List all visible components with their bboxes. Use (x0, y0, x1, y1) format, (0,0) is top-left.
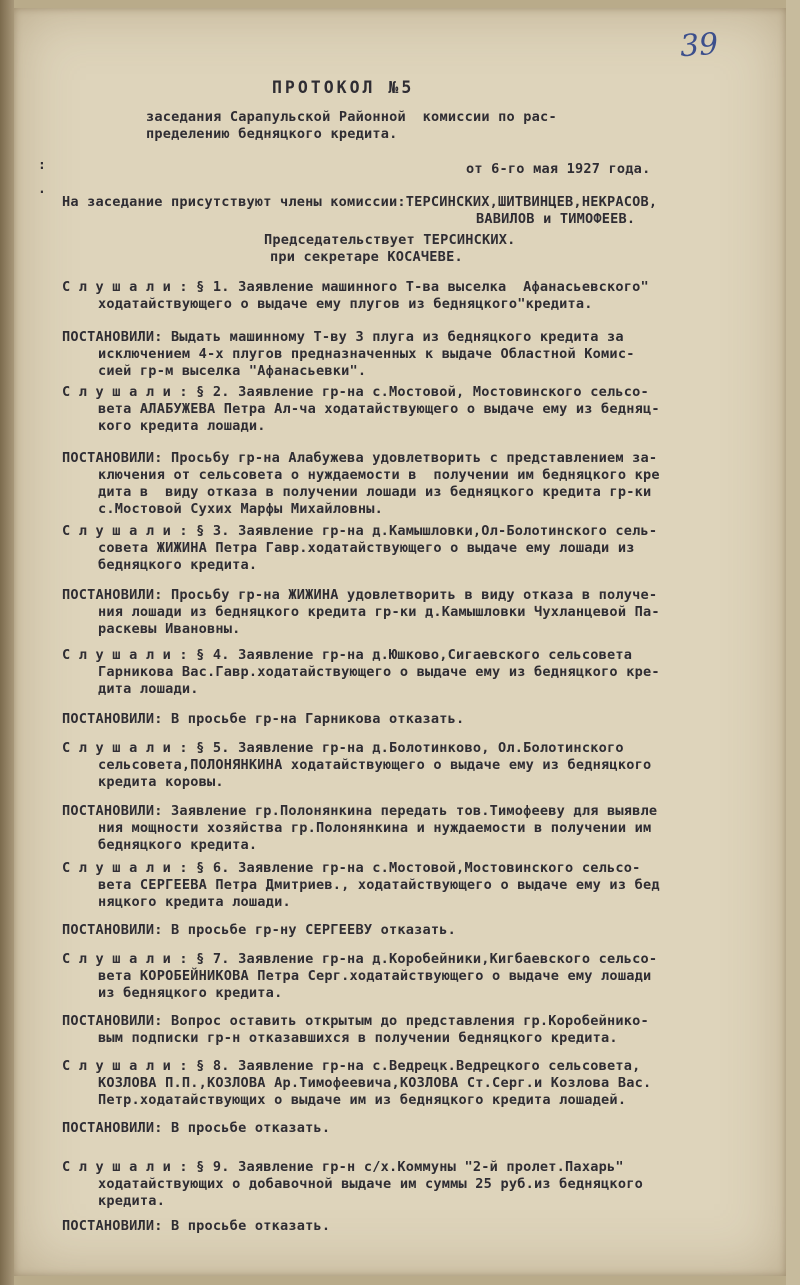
protocol-line: исключением 4-х плугов предназначенных к выдаче Областной Комис- (98, 346, 635, 362)
protocol-line: ния мощности хозяйства гр.Полонянкина и нуждаемости в получении им (98, 820, 652, 836)
secretary-line: при секретаре КОСАЧЕВЕ. (270, 249, 463, 265)
chairman-line: Председательствует ТЕРСИНСКИХ. (264, 232, 516, 248)
protocol-line: кого кредита лошади. (98, 418, 266, 434)
protocol-line: С л у ш а л и : § 5. Заявление гр-на д.Болотинково, Ол.Болотинского (62, 740, 624, 756)
protocol-line: вета АЛАБУЖЕВА Петра Ал-ча ходатайствующего о выдаче ему из бедняц- (98, 401, 660, 417)
protocol-line: дита в виду отказа в получении лошади из бедняцкого кредита гр-ки (98, 484, 652, 500)
protocol-line: ПОСТАНОВИЛИ: Вопрос оставить открытым до представления гр.Коробейнико- (62, 1013, 649, 1029)
protocol-line: ПОСТАНОВИЛИ: В просьбе отказать. (62, 1218, 331, 1234)
protocol-line: ПОСТАНОВИЛИ: Выдать машинному Т-ву 3 плуга из бедняцкого кредита за (62, 329, 624, 345)
protocol-line: Петр.ходатайствующих о выдаче им из бедняцкого кредита лошадей. (98, 1092, 627, 1108)
protocol-line: ния лошади из бедняцкого кредита гр-ки д.Камышловки Чухланцевой Па- (98, 604, 660, 620)
protocol-line: ПОСТАНОВИЛИ: В просьбе гр-ну СЕРГЕЕВУ отказать. (62, 922, 457, 938)
protocol-line: ПОСТАНОВИЛИ: В просьбе гр-на Гарникова отказать. (62, 711, 465, 727)
protocol-subtitle-1: заседания Сарапульской Районной комиссии по рас- (146, 109, 557, 125)
margin-mark: . (38, 182, 46, 197)
protocol-line: ходатайствующих о добавочной выдаче им суммы 25 руб.из бедняцкого (98, 1176, 643, 1192)
folio-number: 39 (678, 26, 720, 65)
protocol-line: ПОСТАНОВИЛИ: Заявление гр.Полонянкина передать тов.Тимофееву для выявле (62, 803, 658, 819)
protocol-line: С л у ш а л и : § 8. Заявление гр-на с.Ведрецк.Ведрецкого сельсовета, (62, 1058, 641, 1074)
protocol-line: КОЗЛОВА П.П.,КОЗЛОВА Ар.Тимофеевича,КОЗЛОВА Ст.Серг.и Козлова Вас. (98, 1075, 652, 1091)
margin-mark: : (38, 158, 46, 173)
protocol-date: от 6-го мая 1927 года. (466, 161, 651, 177)
protocol-line: дита лошади. (98, 681, 199, 697)
protocol-line: раскевы Ивановны. (98, 621, 241, 637)
protocol-line: С л у ш а л и : § 1. Заявление машинного Т-ва выселка Афанасьевского" (62, 279, 649, 295)
protocol-line: С л у ш а л и : § 6. Заявление гр-на с.Мостовой,Мостовинского сельсо- (62, 860, 641, 876)
archive-right-strip (786, 0, 800, 1285)
protocol-line: С л у ш а л и : § 4. Заявление гр-на д.Юшково,Сигаевского сельсовета (62, 647, 633, 663)
protocol-line: из бедняцкого кредита. (98, 985, 283, 1001)
protocol-line: кредита. (98, 1193, 166, 1209)
protocol-line: сельсовета,ПОЛОНЯНКИНА ходатайствующего о выдаче ему из бедняцкого (98, 757, 652, 773)
attendance-line-1: На заседание присутствуют члены комиссии:ТЕРСИНСКИХ,ШИТВИНЦЕВ,НЕКРАСОВ, (62, 194, 658, 210)
protocol-line: няцкого кредита лошади. (98, 894, 291, 910)
protocol-line: ПОСТАНОВИЛИ: В просьбе отказать. (62, 1120, 331, 1136)
protocol-line: совета ЖИЖИНА Петра Гавр.ходатайствующего о выдаче ему лошади из (98, 540, 635, 556)
protocol-line: бедняцкого кредита. (98, 837, 258, 853)
protocol-line: кредита коровы. (98, 774, 224, 790)
protocol-line: С л у ш а л и : § 3. Заявление гр-на д.Камышловки,Ол-Болотинского сель- (62, 523, 658, 539)
protocol-line: ПОСТАНОВИЛИ: Просьбу гр-на ЖИЖИНА удовлетворить в виду отказа в получе- (62, 587, 658, 603)
protocol-line: сией гр-м выселка "Афанасьевки". (98, 363, 367, 379)
protocol-line: С л у ш а л и : § 9. Заявление гр-н с/х.Коммуны "2-й пролет.Пахарь" (62, 1159, 624, 1175)
protocol-line: С л у ш а л и : § 2. Заявление гр-на с.Мостовой, Мостовинского сельсо- (62, 384, 649, 400)
protocol-subtitle-2: пределению бедняцкого кредита. (146, 126, 398, 142)
protocol-line: вета КОРОБЕЙНИКОВА Петра Серг.ходатайствующего о выдаче ему лошади (98, 968, 652, 984)
protocol-line: бедняцкого кредита. (98, 557, 258, 573)
protocol-line: Гарникова Вас.Гавр.ходатайствующего о выдаче ему из бедняцкого кре- (98, 664, 660, 680)
archive-binding-edge (0, 0, 14, 1285)
protocol-line: ключения от сельсовета о нуждаемости в получении им бедняцкого кре (98, 467, 660, 483)
attendance-line-2: ВАВИЛОВ и ТИМОФЕЕВ. (476, 211, 636, 227)
protocol-line: с.Мостовой Сухих Марфы Михайловны. (98, 501, 384, 517)
protocol-line: вета СЕРГЕЕВА Петра Дмитриев., ходатайствующего о выдаче ему из бед (98, 877, 660, 893)
protocol-line: ходатайствующего о выдаче ему плугов из бедняцкого"кредита. (98, 296, 593, 312)
protocol-line: С л у ш а л и : § 7. Заявление гр-на д.Коробейники,Кигбаевского сельсо- (62, 951, 658, 967)
protocol-line: ПОСТАНОВИЛИ: Просьбу гр-на Алабужева удовлетворить с представлением за- (62, 450, 658, 466)
protocol-line: вым подписки гр-н отказавшихся в получении бедняцкого кредита. (98, 1030, 618, 1046)
protocol-title: ПРОТОКОЛ №5 (272, 78, 415, 97)
